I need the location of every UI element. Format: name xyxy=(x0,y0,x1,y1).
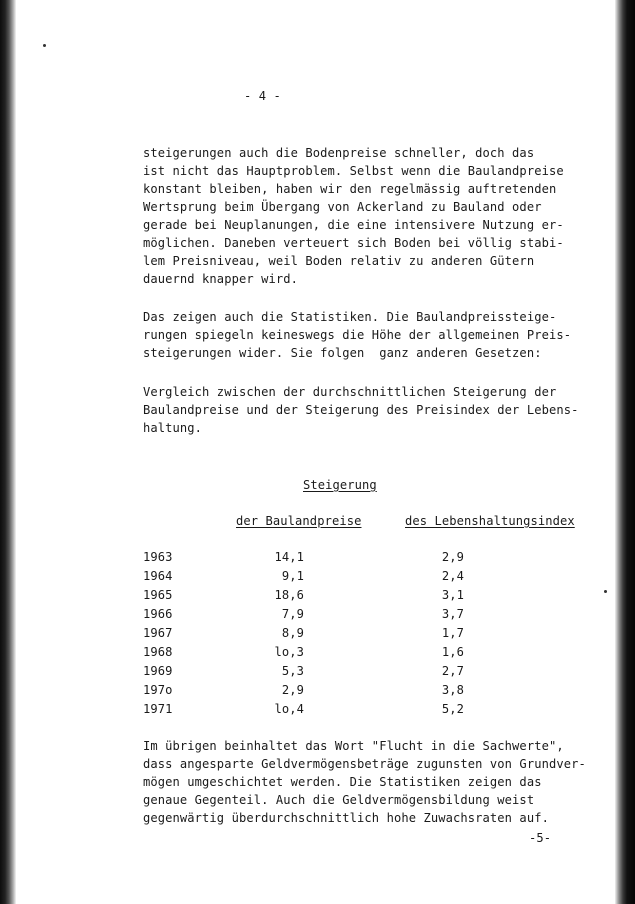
text-line: Das zeigen auch die Statistiken. Die Baulandpreissteige- xyxy=(143,310,557,324)
text-line: gerade bei Neuplanungen, die eine intensivere Nutzung er- xyxy=(143,218,564,232)
scan-speck xyxy=(604,590,607,593)
text-line: lem Preisniveau, weil Boden relativ zu anderen Gütern xyxy=(143,254,535,268)
table-cell-bauland: 2,9 xyxy=(281,683,304,697)
table-cell-lebenshaltung: 1,7 xyxy=(441,626,464,640)
table-header-lebenshaltung: des Lebenshaltungsindex xyxy=(405,514,575,528)
table-cell-year: 197o xyxy=(143,683,173,697)
table-cell-year: 1967 xyxy=(143,626,173,640)
table-cell-year: 1963 xyxy=(143,550,173,564)
table-cell-lebenshaltung: 2,4 xyxy=(441,569,464,583)
table-cell-lebenshaltung: 1,6 xyxy=(441,645,464,659)
table-cell-lebenshaltung: 5,2 xyxy=(441,702,464,716)
text-line: gegenwärtig überdurchschnittlich hohe Zuwachsraten auf. xyxy=(143,811,549,825)
scan-edge-left xyxy=(0,0,16,904)
text-line: Im übrigen beinhaltet das Wort "Flucht in die Sachwerte", xyxy=(143,739,564,753)
table-title: Steigerung xyxy=(303,478,377,492)
table-cell-bauland: 14,1 xyxy=(274,550,304,564)
table-cell-bauland: 8,9 xyxy=(281,626,304,640)
text-line: ist nicht das Hauptproblem. Selbst wenn die Baulandpreise xyxy=(143,164,564,178)
table-cell-lebenshaltung: 3,7 xyxy=(441,607,464,621)
text-line: genaue Gegenteil. Auch die Geldvermögensbildung weist xyxy=(143,793,535,807)
text-line: dass angesparte Geldvermögensbeträge zugunsten von Grundver- xyxy=(143,757,586,771)
table-cell-year: 1964 xyxy=(143,569,173,583)
text-line: rungen spiegeln keineswegs die Höhe der allgemeinen Preis- xyxy=(143,328,572,342)
text-line: steigerungen wider. Sie folgen ganz anderen Gesetzen: xyxy=(143,346,542,360)
page-number: - 4 - xyxy=(244,89,281,103)
table-cell-year: 1965 xyxy=(143,588,173,602)
next-page-marker: -5- xyxy=(529,831,552,845)
table-cell-year: 1971 xyxy=(143,702,173,716)
text-line: möglichen. Daneben verteuert sich Boden bei völlig stabi- xyxy=(143,236,564,250)
table-header-bauland: der Baulandpreise xyxy=(236,514,362,528)
scan-edge-right xyxy=(615,0,635,904)
table-cell-bauland: 18,6 xyxy=(274,588,304,602)
table-cell-lebenshaltung: 3,8 xyxy=(441,683,464,697)
text-line: Vergleich zwischen der durchschnittlichen Steigerung der xyxy=(143,385,557,399)
table-cell-year: 1969 xyxy=(143,664,173,678)
text-line: konstant bleiben, haben wir den regelmässig auftretenden xyxy=(143,182,557,196)
text-line: haltung. xyxy=(143,421,203,435)
table-cell-bauland: 7,9 xyxy=(281,607,304,621)
table-cell-lebenshaltung: 2,7 xyxy=(441,664,464,678)
table-cell-year: 1966 xyxy=(143,607,173,621)
table-cell-bauland: lo,3 xyxy=(274,645,304,659)
table-cell-year: 1968 xyxy=(143,645,173,659)
table-cell-lebenshaltung: 3,1 xyxy=(441,588,464,602)
table-cell-bauland: 9,1 xyxy=(281,569,304,583)
table-cell-lebenshaltung: 2,9 xyxy=(441,550,464,564)
text-line: Baulandpreise und der Steigerung des Preisindex der Lebens- xyxy=(143,403,579,417)
table-cell-bauland: lo,4 xyxy=(274,702,304,716)
text-line: mögen umgeschichtet werden. Die Statistiken zeigen das xyxy=(143,775,542,789)
text-line: Wertsprung beim Übergang von Ackerland zu Bauland oder xyxy=(143,200,542,214)
scan-speck xyxy=(43,44,46,47)
text-line: steigerungen auch die Bodenpreise schneller, doch das xyxy=(143,146,535,160)
table-cell-bauland: 5,3 xyxy=(281,664,304,678)
text-line: dauernd knapper wird. xyxy=(143,272,299,286)
